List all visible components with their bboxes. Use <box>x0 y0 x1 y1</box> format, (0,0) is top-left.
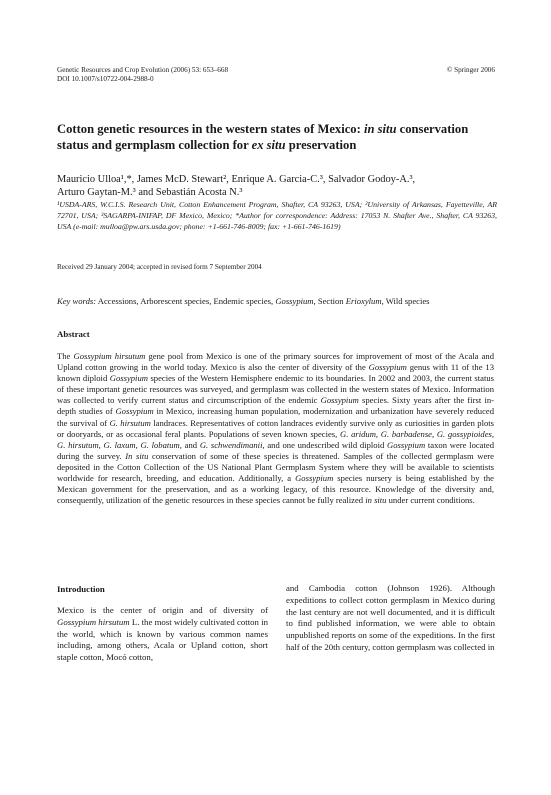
keywords: Key words: Accessions, Arborescent species, Endemic species, Gossypium, Section Erioxylum, Wild species <box>57 296 430 306</box>
publisher-copyright: © Springer 2006 <box>446 66 495 74</box>
doi: DOI 10.1007/s10722-004-2988-0 <box>57 75 154 84</box>
received-dates: Received 29 January 2004; accepted in revised form 7 September 2004 <box>57 263 262 271</box>
introduction-heading: Introduction <box>57 584 105 594</box>
introduction-column-right: and Cambodia cotton (Johnson 1926). Although expeditions to collect cotton germplasm in Mexico during the last century are not well documented, and it is difficult to find published information, we were able to obtain unpublished reports on some of the expeditions. In the first half of the 20th century, cotton germplasm was collected in <box>286 583 495 652</box>
journal-citation: Genetic Resources and Crop Evolution (2006) 53: 653–668 <box>57 66 229 74</box>
affiliations: ¹USDA-ARS, W.C.I.S. Research Unit, Cotton Enhancement Program, Shafter, CA 93263, USA; ²University of Arkansas, Fayetteville, AR 72701, USA; ³SAGARPA-INIFAP, DF Mexico, Mexico; *Author for correspondence: Address: 17053 N. Shafter Ave., Shafter, CA 93263, USA (e-mail: mulloa@pw.ars.usda.gov; phone: +1-661-746-8009; fax: +1-661-746-1619) <box>57 200 497 231</box>
author-line-2: Arturo Gaytan-M.³ and Sebastián Acosta N.³ <box>57 187 243 198</box>
author-list <box>57 173 497 199</box>
article-title: Cotton genetic resources in the western states of Mexico: in situ conservation status and germplasm collection for ex situ preservation <box>57 122 469 152</box>
abstract-heading: Abstract <box>57 329 90 339</box>
abstract-body: The Gossypium hirsutum gene pool from Mexico is one of the primary sources for improvement of most of the Acala and Upland cotton growing in the world today. Mexico is also the center of diversity of the Gossypium genus with 11 of the 13 known diploid Gossypium species of the Western Hemisphere endemic to its boundaries. In 2002 and 2003, the current status of these important genetic resources was surveyed, and germplasm was collected in the western states of Mexico. Information was collected to verify current status and circumscription of the endemic Gossypium species. Sixty years after the first in-depth studies of Gossypium in Mexico, increasing human population, modernization and urbanization have severely reduced the survival of G. hirsutum landraces. Representatives of cotton landraces evidently survive only as curiosities in garden plots or dooryards, or as occasional feral plants. Populations of seven known species, G. aridum, G. barbadense, G. gossypioides, G. hirsutum, G. laxum, G. lobatum, and G. schwendimanii, and one undescribed wild diploid Gossypium taxon were located during the survey. In situ conservation of some of these species is threatened. Samples of the collected germplasm were deposited in the Cotton Collection of the US National Plant Germplasm System where they will be available to scientists worldwide for research, breeding, and education. Additionally, a Gossypium species nursery is being established by the Mexican government for the preservation, and as a working legacy, of this resource. Knowledge of the diversity and, consequently, utilization of the genetic resources in these species cannot be fully realized in situ under current conditions. <box>57 351 495 506</box>
keywords-label: Key words: <box>57 296 97 306</box>
journal-header <box>57 66 387 85</box>
author-line-1: Mauricio Ulloa¹,*, James McD. Stewart², Enrique A. Garcia-C.³, Salvador Godoy-A.³, <box>57 174 416 185</box>
introduction-column-left: Mexico is the center of origin and of diversity of Gossypium hirsutum L. the most widely cultivated cotton in the world, which is known by various common names including, among others, Acala or Upland cotton, short staple cotton, Mocó cotton, <box>57 605 268 663</box>
